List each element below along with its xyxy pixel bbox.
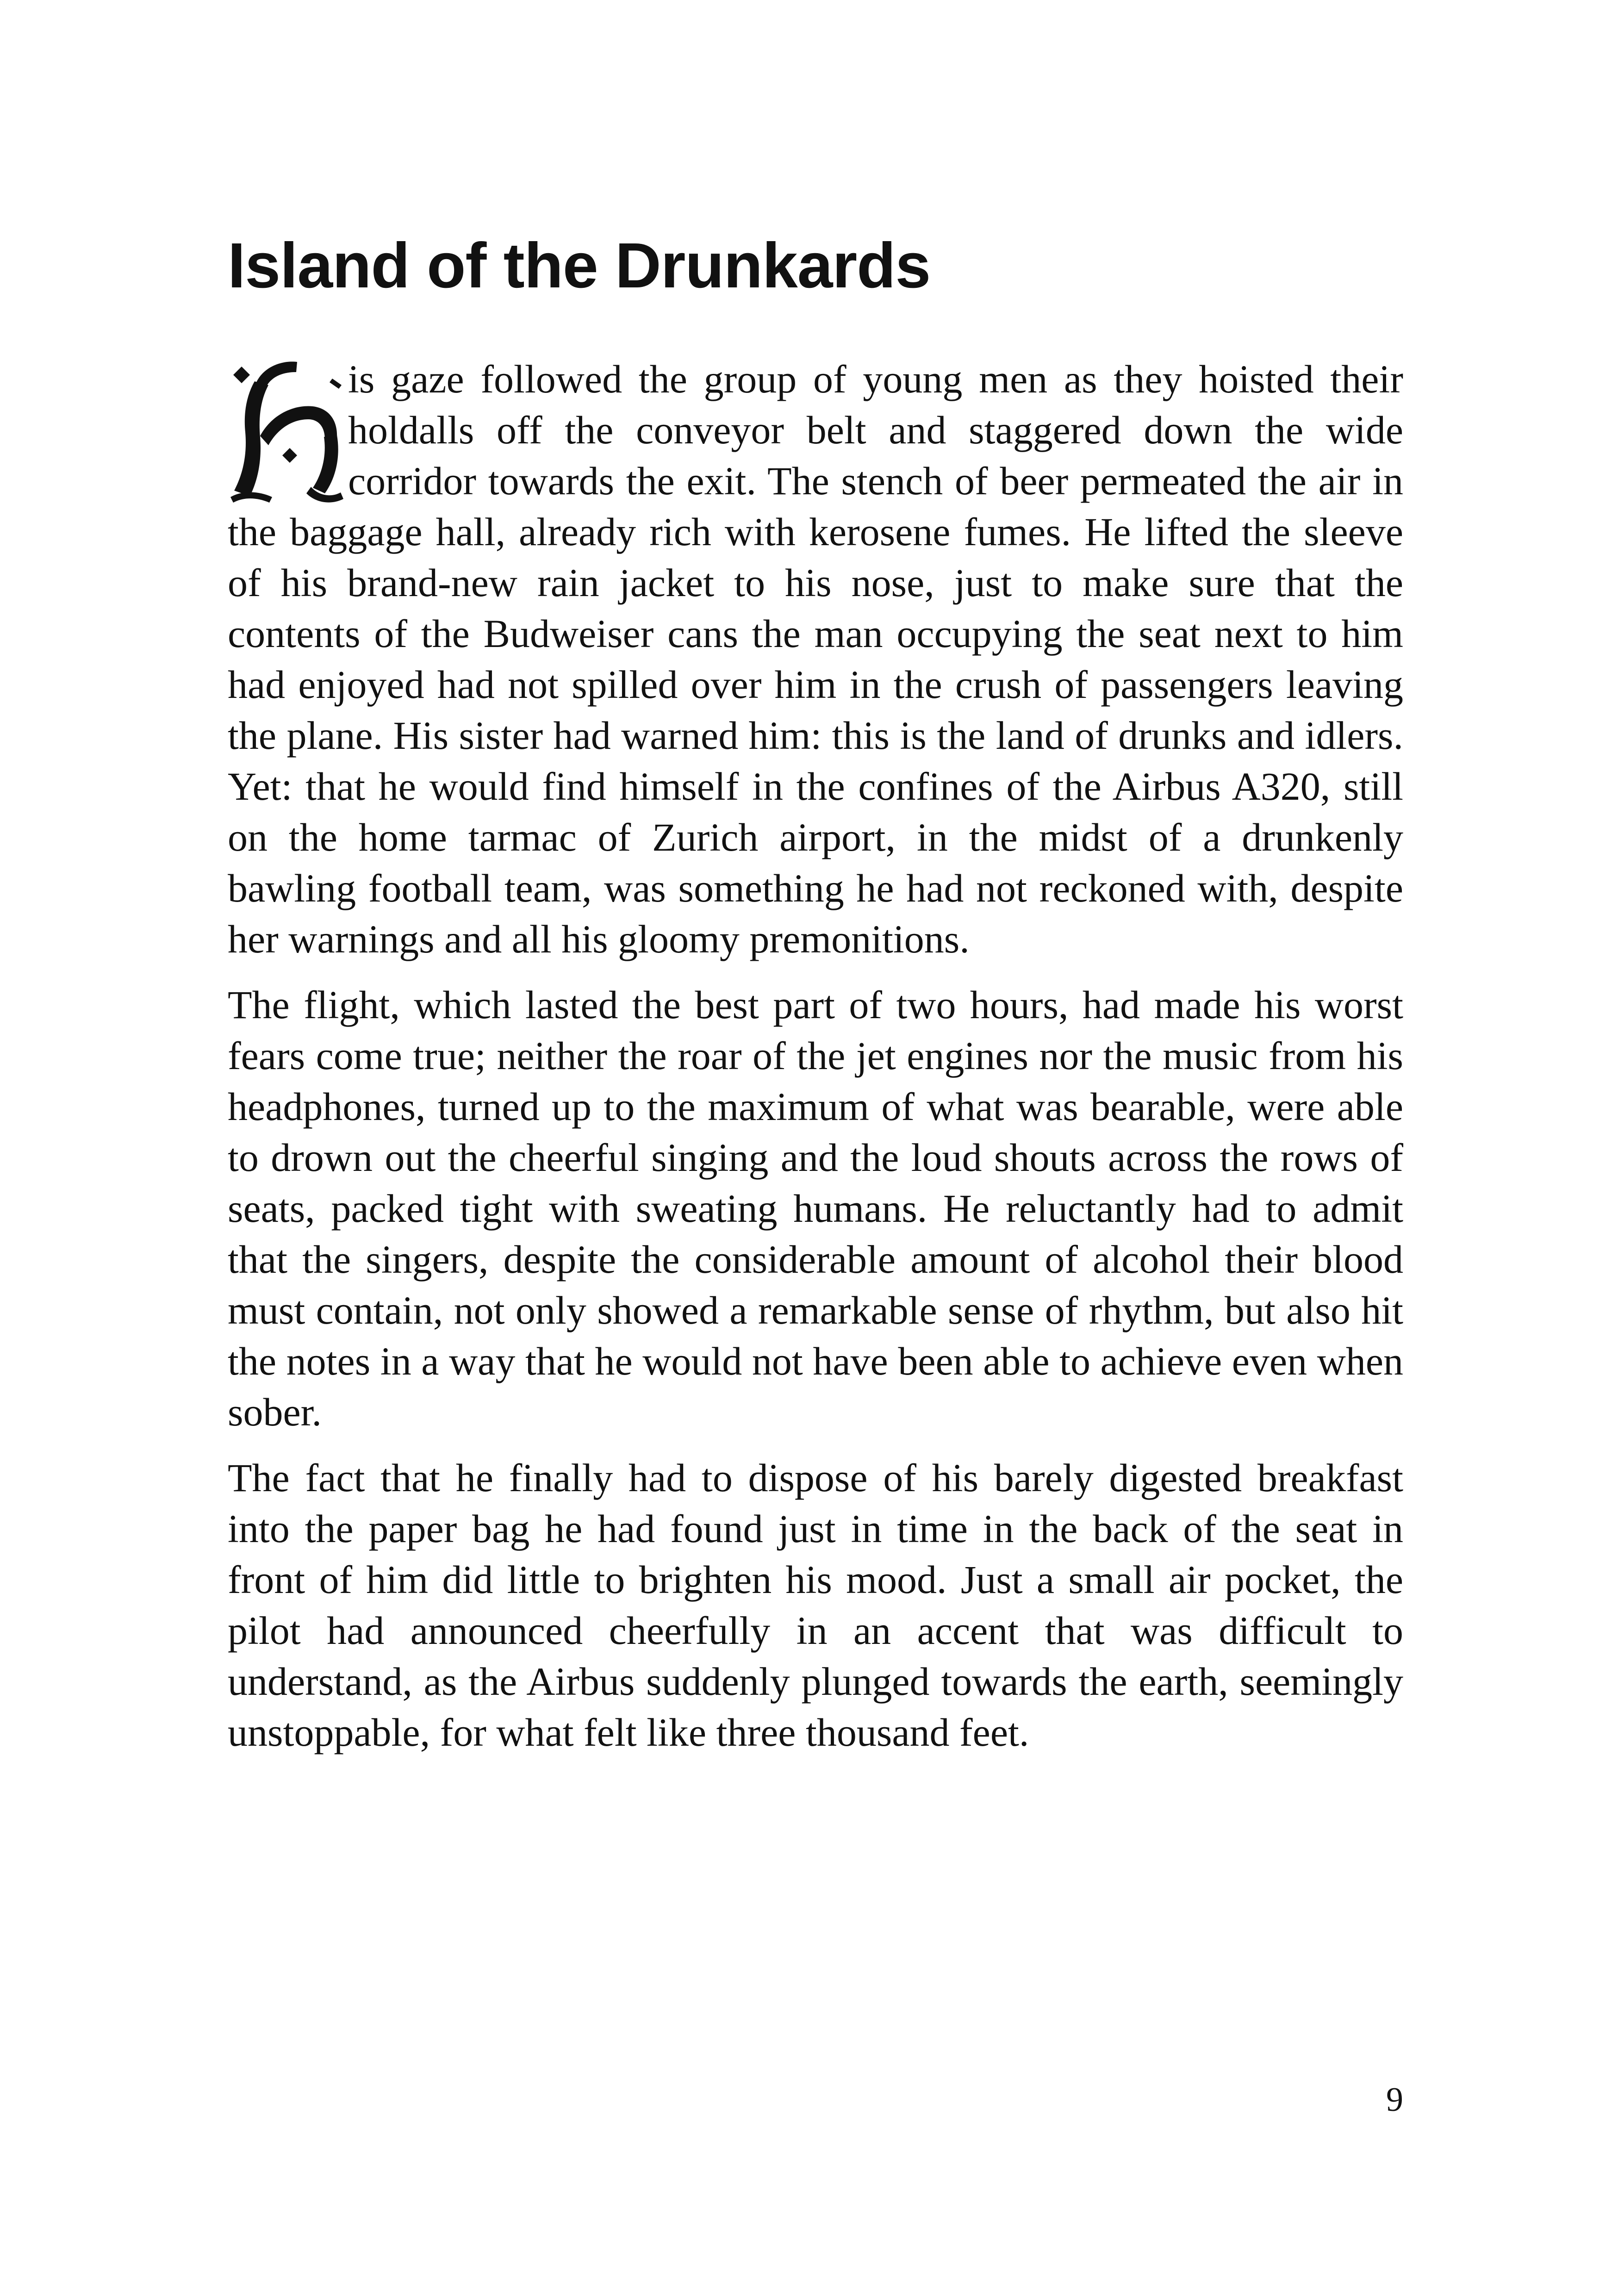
paragraph-3: The fact that he finally had to dispose of his barely digested breakfast into the paper bag he had found just in time in the back of the seat in front of him did little to brighten his mood. Just a small air pocket, the pilot had announced cheerfully in an accent that was difficult to understand, as the Airbus suddenly plunged towards the earth, seemingly unstoppable, for what felt like three thousand feet. (228, 1456, 1403, 1755)
paragraph-2: The flight, which lasted the best part of two hours, had made his worst fears come true; neither the roar of the jet engines nor the music from his headphones, turned up to the maximum of what was bearable, were able to drown out the cheerful singing and the loud shouts across the rows of seats, packed tight with sweating humans. He reluctantly had to admit that the singers, despite the considerable amount of alcohol their blood must contain, not only showed a remarkable sense of rhythm, but also hit the notes in a way that he would not have been able to achieve even when sober. (228, 983, 1403, 1434)
drop-cap-h-icon (228, 358, 344, 503)
page-number: 9 (1386, 2081, 1403, 2119)
paragraph-1-text: is gaze followed the group of young men as they hoisted their holdalls off the conveyor belt and staggered down the wide corridor towards the exit. The stench of beer permeated the air in the baggage hall, already rich with kerosene fumes. He lifted the sleeve of his brand-new rain jacket to his nose, just to make sure that the contents of the Budweiser cans the man occupying the seat next to him had enjoyed had not spilled over him in the crush of passengers leaving the plane. His sister had warned him: this is the land of drunks and idlers. Yet: that he would find himself in the confines of the Airbus A320, still on the home tarmac of Zurich airport, in the midst of a drunkenly bawling football team, was something he had not reckoned with, despite her warnings and all his gloomy premonitions. (228, 357, 1403, 961)
paragraph-1 (228, 354, 1403, 964)
chapter-body (228, 354, 1403, 1758)
chapter-title: Island of the Drunkards (228, 230, 931, 301)
